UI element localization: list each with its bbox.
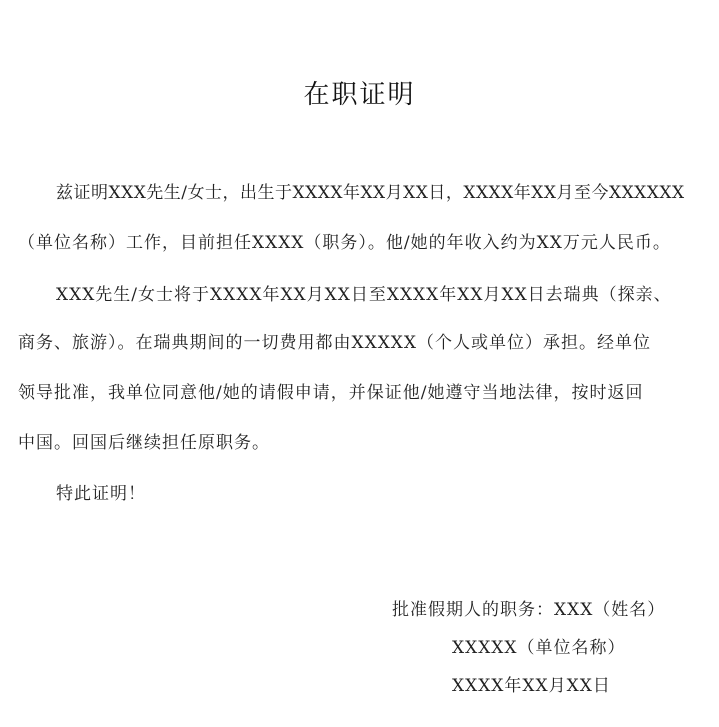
body-line-5: 领导批准，我单位同意他/她的请假申请，并保证他/她遵守当地法律，按时返回 (18, 383, 644, 403)
signature-organization: XXXXX（单位名称） (452, 638, 626, 658)
signature-date: XXXX年XX月XX日 (452, 676, 611, 696)
closing-line: 特此证明！ (56, 484, 146, 504)
signature-approver: 批准假期人的职务：XXX（姓名） (392, 600, 666, 620)
body-line-6: 中国。回国后继续担任原职务。 (18, 433, 270, 453)
body-line-4: 商务、旅游）。在瑞典期间的一切费用都由XXXXX（个人或单位）承担。经单位 (18, 333, 652, 353)
body-line-2: （单位名称）工作，目前担任XXXX（职务）。他/她的年收入约为XX万元人民币。 (18, 233, 671, 253)
body-line-1: 兹证明XXX先生/女士，出生于XXXX年XX月XX日，XXXX年XX月至今XXXXXX (56, 183, 685, 203)
body-line-3: XXX先生/女士将于XXXX年XX月XX日至XXXX年XX月XX日去瑞典（探亲、 (56, 285, 672, 305)
document-title: 在职证明 (303, 80, 416, 110)
